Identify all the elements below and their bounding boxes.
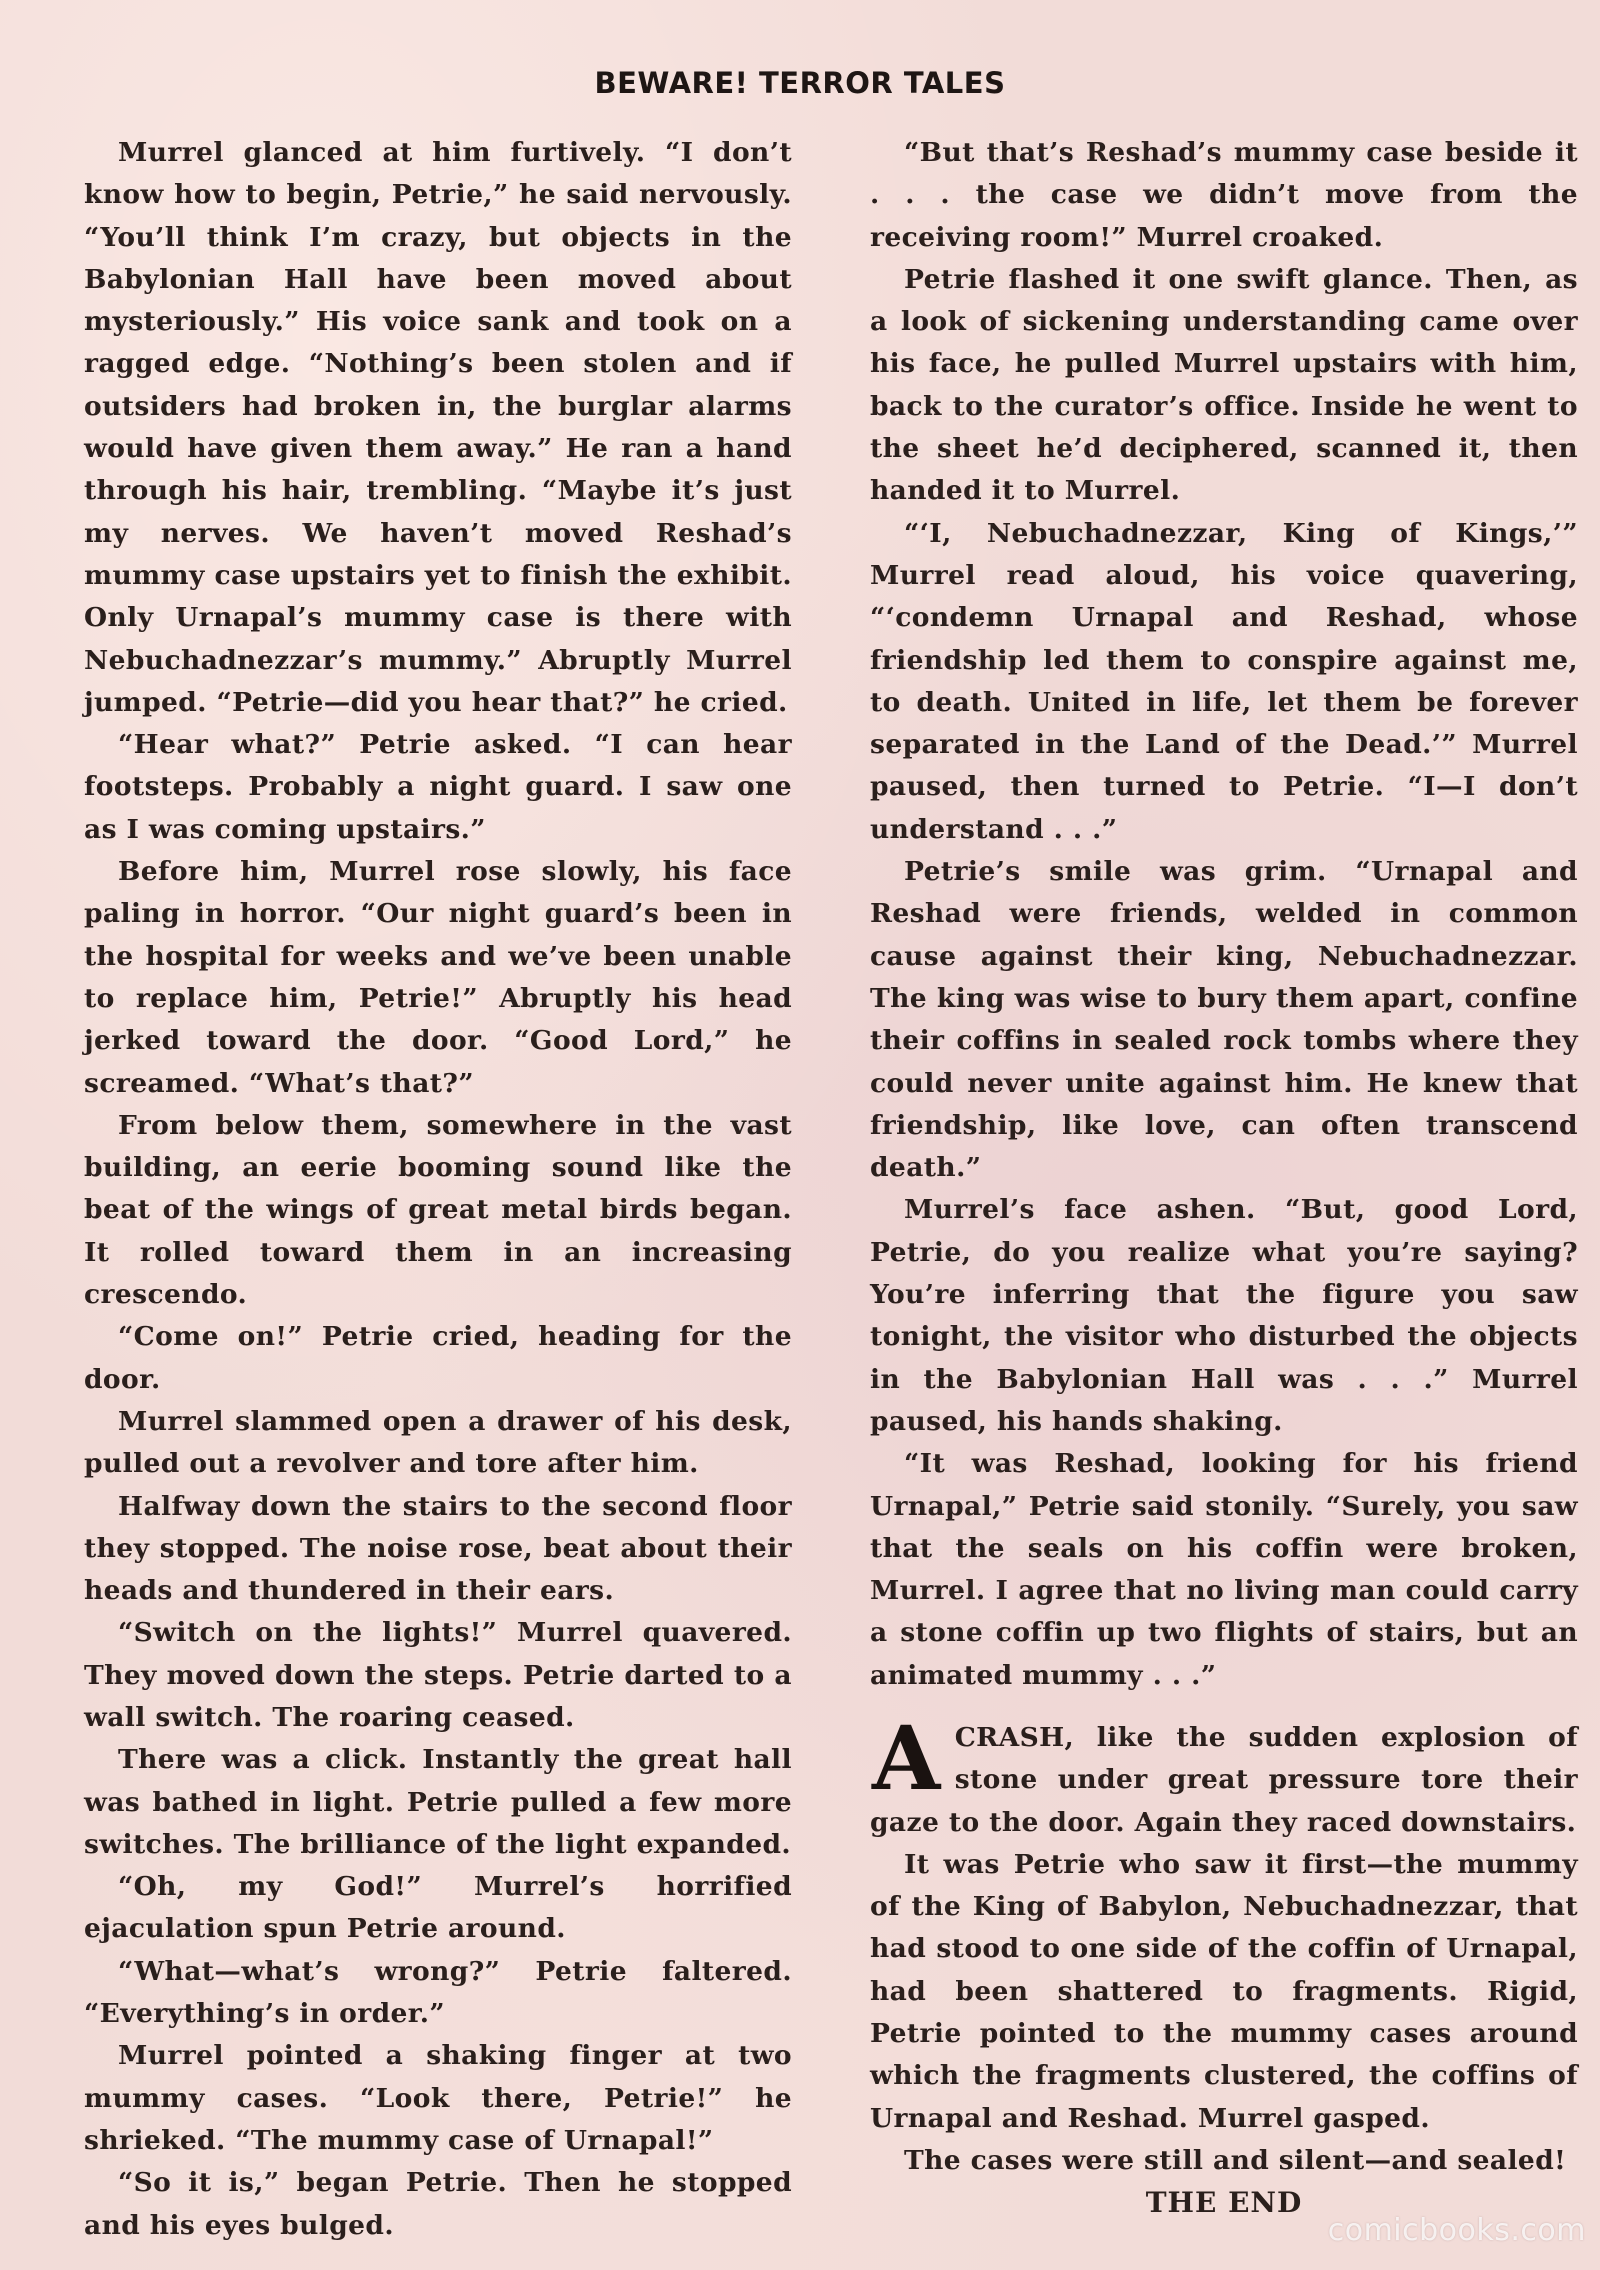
paragraph: There was a click. Instantly the great hall was bathed in light. Petrie pulled a few more switches. The brilliance of the light expanded. — [84, 1744, 792, 1860]
watermark: comicbooks.com — [1327, 2213, 1586, 2248]
paragraph: Petrie flashed it one swift glance. Then, as a look of sickening understanding came over his face, he pulled Murrel upstairs with him, back to the curator’s office. Inside he went to the sheet he’d deciphered, scanned it, then handed it to Murrel. — [870, 263, 1578, 507]
paragraph: “What—what’s wrong?” Petrie faltered. “Everything’s in order.” — [84, 1955, 792, 2030]
paragraph: “But that’s Reshad’s mummy case beside it . . . the case we didn’t move from the receiving room!” Murrel croaked. — [870, 137, 1578, 253]
paragraph: “Switch on the lights!” Murrel quavered. They moved down the steps. Petrie darted to a wall switch. The roaring ceased. — [84, 1617, 792, 1733]
paragraph: Petrie’s smile was grim. “Urnapal and Reshad were friends, welded in common cause against their king, Nebuchadnezzar. The king was wise to bury them apart, confine their coffins in sealed rock tombs where they could never unite against him. He knew that friendship, like love, can often transcend death.” — [870, 856, 1578, 1184]
paragraph: Murrel slammed open a drawer of his desk, pulled out a revolver and tore after him. — [84, 1405, 792, 1480]
paragraph: “Come on!” Petrie cried, heading for the door. — [84, 1321, 792, 1395]
the-end-label: THE END — [1145, 2186, 1303, 2220]
right-text-column — [870, 132, 1578, 2225]
paragraph: “‘I, Nebuchadnezzar, King of Kings,’” Murrel read aloud, his voice quavering, “‘condemn Urnapal and Reshad, whose friendship led them to conspire against me, to death. United in life, let them be forever separated in the Land of the Dead.’” Murrel paused, then turned to Petrie. “I—I don’t understand . . .” — [870, 517, 1578, 845]
paragraph: “Oh, my God!” Murrel’s horrified ejaculation spun Petrie around. — [84, 1871, 792, 1945]
paragraph: Before him, Murrel rose slowly, his face paling in horror. “Our night guard’s been in the hospital for weeks and we’ve been unable to replace him, Petrie!” Abruptly his head jerked toward the door. “Good Lord,” he screamed. “What’s that?” — [84, 856, 792, 1099]
drop-cap-paragraph-text: CRASH, like the sudden explosion of stone under great pressure tore their gaze to the door. Again they raced downstairs. — [870, 1721, 1578, 1838]
paragraph: Murrel pointed a shaking finger at two mummy cases. “Look there, Petrie!” he shrieked. “The mummy case of Urnapal!” — [84, 2040, 792, 2156]
paragraph: From below them, somewhere in the vast building, an eerie booming sound like the beat of the wings of great metal birds began. It rolled toward them in an increasing crescendo. — [84, 1109, 792, 1311]
paragraph: “Hear what?” Petrie asked. “I can hear footsteps. Probably a night guard. I saw one as I was coming upstairs.” — [84, 729, 792, 845]
page-title: BEWARE! TERROR TALES — [594, 66, 1006, 100]
paragraph: It was Petrie who saw it first—the mummy of the King of Babylon, Nebuchadnezzar, that had stood to one side of the coffin of Urnapal, had been shattered to fragments. Rigid, Petrie pointed to the mummy cases around which the fragments clustered, the coffins of Urnapal and Reshad. Murrel gasped. — [870, 1848, 1578, 2134]
paragraph: “It was Reshad, looking for his friend Urnapal,” Petrie said stonily. “Surely, you saw that the seals on his coffin were broken, Murrel. I agree that no living man could carry a stone coffin up two flights of stairs, but an animated mummy . . .” — [870, 1448, 1578, 1691]
left-text-column — [84, 132, 792, 2247]
drop-cap-paragraph — [870, 1705, 1578, 1844]
paragraph: The cases were still and silent—and sealed! — [904, 2144, 1567, 2176]
drop-cap-letter: A — [872, 1705, 941, 1810]
paragraph: Halfway down the stairs to the second floor they stopped. The noise rose, beat about their heads and thundered in their ears. — [84, 1490, 792, 1607]
paragraph: Murrel glanced at him furtively. “I don’t know how to begin, Petrie,” he said nervously. “You’ll think I’m crazy, but objects in the Babylonian Hall have been moved about mysteriously.” His voice sank and took on a ragged edge. “Nothing’s been stolen and if outsiders had broken in, the burglar alarms would have given them away.” He ran a hand through his hair, trembling. “Maybe it’s just my nerves. We haven’t moved Reshad’s mummy case upstairs yet to finish the exhibit. Only Urnapal’s mummy case is there with Nebuchadnezzar’s mummy.” Abruptly Murrel jumped. “Petrie—did you hear that?” he cried. — [84, 137, 792, 718]
paragraph: Murrel’s face ashen. “But, good Lord, Petrie, do you realize what you’re saying? You’re inferring that the figure you saw tonight, the visitor who disturbed the objects in the Babylonian Hall was . . .” Murrel paused, his hands shaking. — [870, 1194, 1578, 1437]
paragraph: “So it is,” began Petrie. Then he stopped and his eyes bulged. — [84, 2167, 792, 2241]
